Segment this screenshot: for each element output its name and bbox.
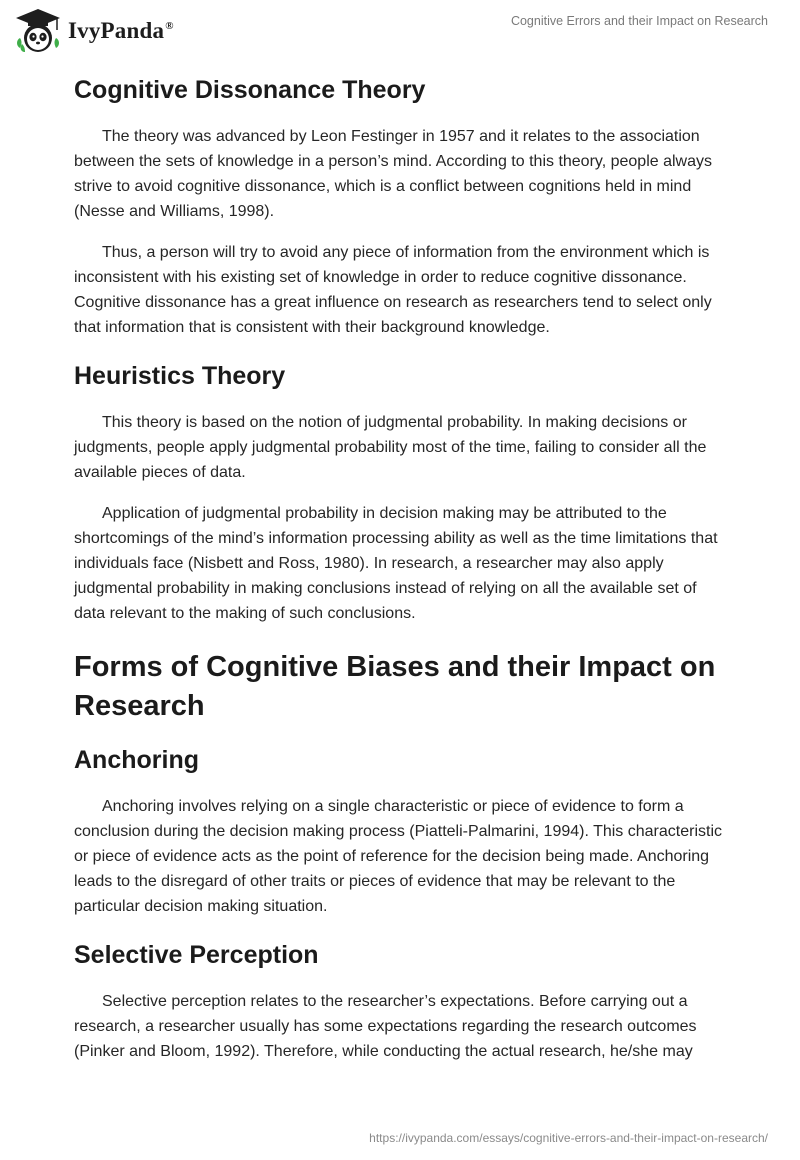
paragraph: Selective perception relates to the researcher’s expectations. Before carrying out a research, a researcher usually has some expectations regarding the research outcomes (Pinker and Bloom, 1992). Therefore, while conducting the actual research, he/she may <box>74 993 697 1060</box>
panda-graduate-icon <box>14 8 62 54</box>
heading-forms-of-cognitive-biases: Forms of Cognitive Biases and their Impact on Research <box>74 651 716 722</box>
heading-anchoring: Anchoring <box>74 746 199 774</box>
page-header <box>0 0 800 64</box>
paragraph: Anchoring involves relying on a single characteristic or piece of evidence to form a conclusion during the decision making process (Piatteli-Palmarini, 1994). This characteristic or piece of evidence acts as the point of reference for the decision being made. Anchoring leads to the disregard of other traits or pieces of evidence that may be relevant to the particular decision making situation. <box>74 798 722 915</box>
source-url[interactable]: https://ivypanda.com/essays/cognitive-errors-and-their-impact-on-research/ <box>369 1131 768 1145</box>
essay-content <box>74 70 730 1064</box>
paragraph: Thus, a person will try to avoid any piece of information from the environment which is inconsistent with his existing set of knowledge in order to reduce cognitive dissonance. Cognitive dissonance has a great influence on research as researchers tend to select only that information that is consistent with their background knowledge. <box>74 244 712 336</box>
document-title: Cognitive Errors and their Impact on Research <box>510 14 768 28</box>
paragraph: This theory is based on the notion of judgmental probability. In making decisions or judgments, people apply judgmental probability most of the time, failing to consider all the available pieces of data. <box>74 414 707 481</box>
heading-heuristics-theory: Heuristics Theory <box>74 362 286 390</box>
paragraph: Application of judgmental probability in decision making may be attributed to the shortcomings of the mind’s information processing ability as well as the time limitations that individuals face (Nisbett and Ross, 1980). In research, a researcher may also apply judgmental probability in making conclusions instead of relying on all the available set of data relevant to the making of such conclusions. <box>74 505 718 622</box>
heading-selective-perception: Selective Perception <box>74 941 319 969</box>
ivypanda-logo[interactable] <box>14 8 174 54</box>
heading-cognitive-dissonance-theory: Cognitive Dissonance Theory <box>74 76 426 104</box>
paragraph: The theory was advanced by Leon Festinger in 1957 and it relates to the association between the sets of knowledge in a person’s mind. According to this theory, people always strive to avoid cognitive dissonance, which is a conflict between cognitions held in mind (Nesse and Williams, 1998). <box>74 128 713 220</box>
brand-name: IvyPanda® <box>68 18 174 43</box>
